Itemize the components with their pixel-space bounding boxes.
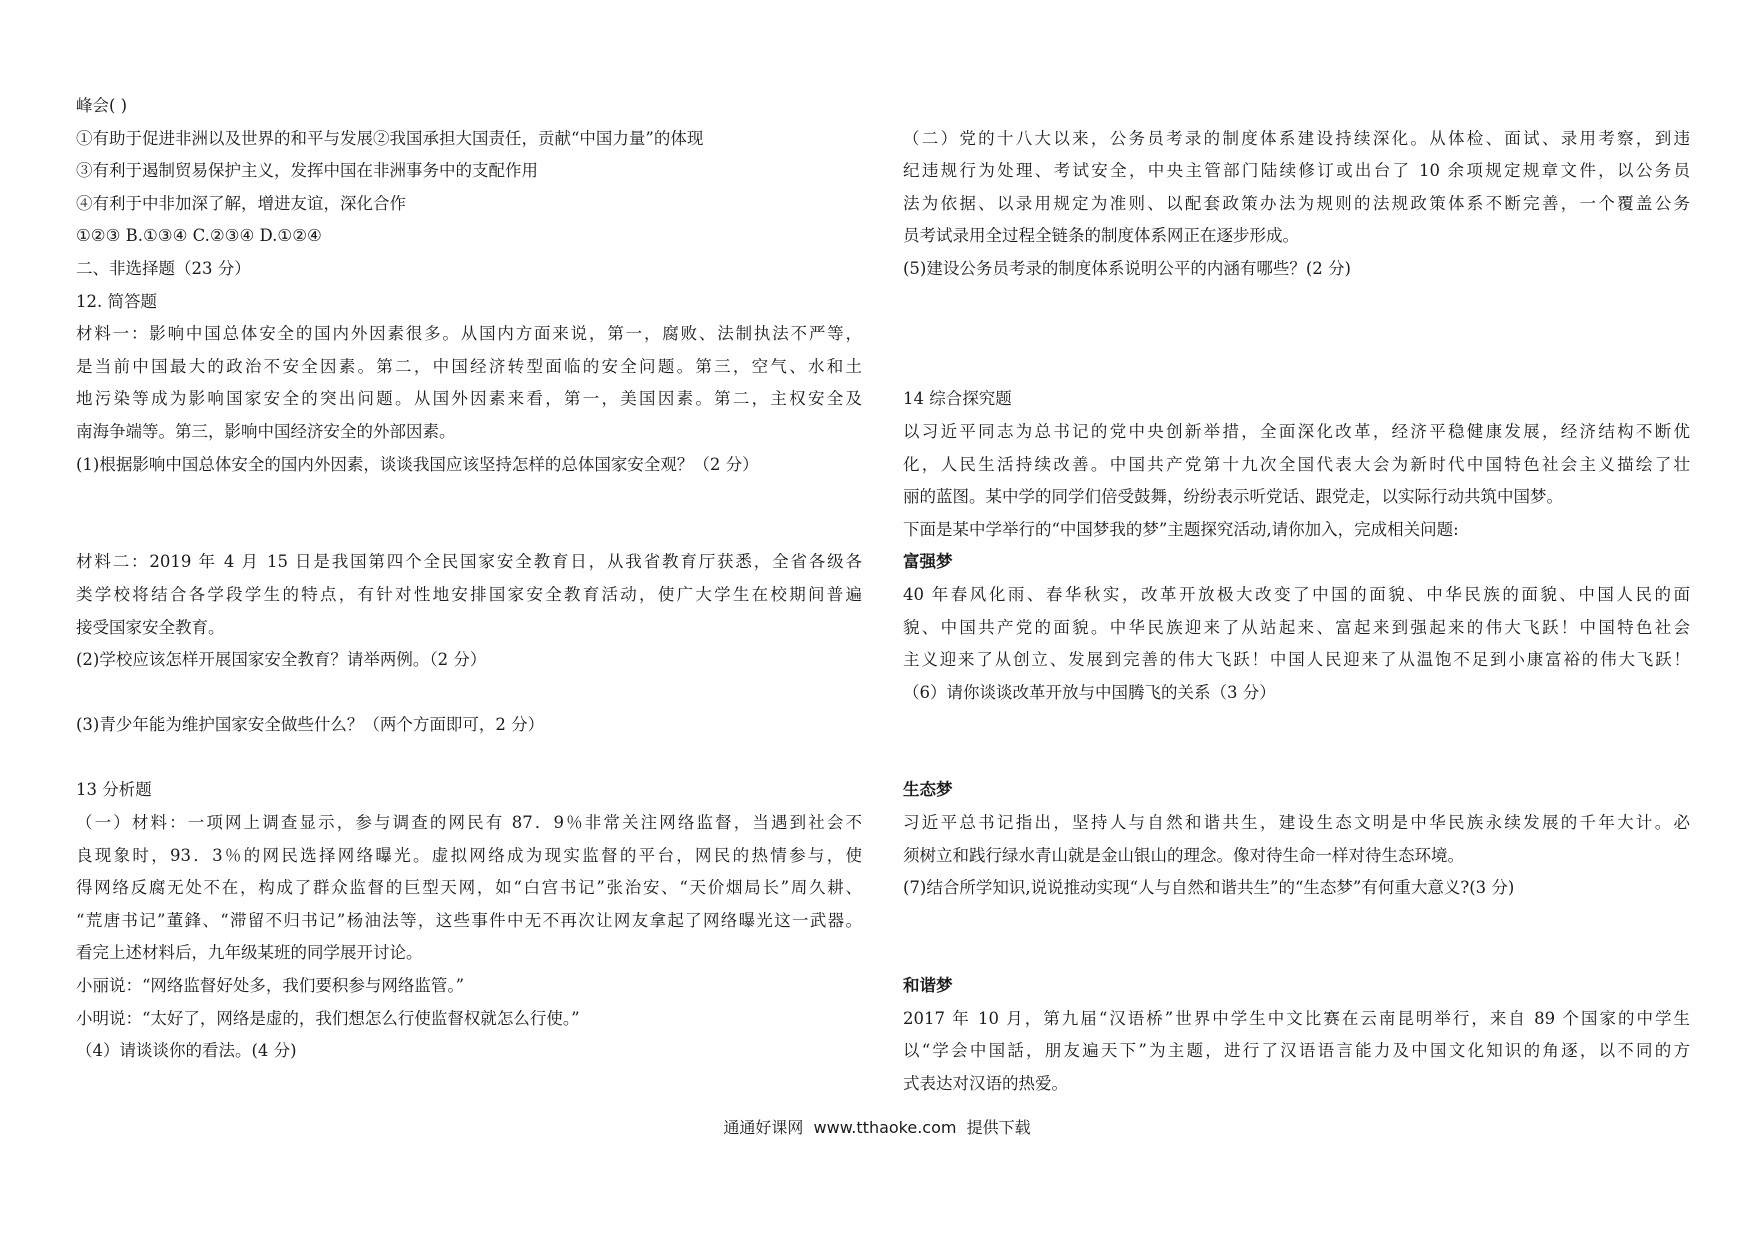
q11-option-1: ①有助于促进非洲以及世界的和平与发展②我国承担大国责任，贡献“中国力量”的体现 [76,128,704,148]
q14-intro-line: 化，人民生活持续改善。中国共产党第十九次全国代表大会为新时代中国特色社会主义描绘了壮 [903,454,1690,474]
q13-material-line: （一）材料：一项网上调查显示，参与调查的网民有 87．9％非常关注网络监督，当遇到社会不 [76,813,862,833]
material-1-line: 材料一：影响中国总体安全的国内外因素很多。从国内方面来说，第一，腐败、法制执法不严等， [76,324,862,344]
top-space [903,90,1690,123]
question-1: (1)根据影响中国总体安全的国内外因素，谈谈我国应该坚持怎样的总体国家安全观？（2 分） [76,454,759,474]
answer-space [903,709,1690,774]
q11-choices: ①②③ B.①③④ C.②③④ D.①②④ [76,226,322,246]
q11-tail: 峰会( ) [76,96,128,115]
section-2-heading: 二、非选择题（23 分） [76,258,251,278]
question-7: (7)结合所学知识,说说推动实现“人与自然和谐共生”的“生态梦”有何重大意义?(3 分) [903,878,1515,898]
dream-3-line: 式表达对汉语的热爱。 [903,1073,1068,1093]
q14-title: 14 综合探究题 [903,389,1012,409]
material-2-line: 类学校将结合各学段学生的特点，有针对性地安排国家安全教育活动，使广大学生在校期间普遍 [76,584,862,604]
xiaoli-statement: 小丽说：“网络监督好处多，我们要积参与网络监管。” [76,976,465,996]
part-2-line: （二）党的十八大以来，公务员考录的制度体系建设持续深化。从体检、面试、录用考察，到违 [903,128,1690,148]
right-column [903,90,1690,1100]
part-2-line: 员考试录用全过程全链条的制度体系网正在逐步形成。 [903,226,1299,246]
answer-space [76,742,862,775]
activity-intro: 下面是某中学举行的“中国梦我的梦”主题探究活动,请你加入，完成相关问题: [903,519,1459,539]
q13-title: 13 分析题 [76,780,152,800]
material-1-line: 南海争端等。第三，影响中国经济安全的外部因素。 [76,421,456,441]
answer-space [76,481,862,546]
q13-material-line: 良现象时，93．3％的网民选择网络曝光。虚拟网络成为现实监督的平台，网民的热情参与，使 [76,845,862,865]
dream-2-heading: 生态梦 [903,780,953,800]
question-5: (5)建设公务员考录的制度体系说明公平的内涵有哪些？(2 分) [903,258,1351,278]
dream-3-heading: 和谐梦 [903,976,953,996]
question-2: (2)学校应该怎样开展国家安全教育？请举两例。（2 分） [76,650,487,670]
dream-3-line: 以“学会中国話，朋友遍天下”为主题，进行了汉语语言能力及中国文化知识的角逐，以不同的方 [903,1041,1690,1061]
q13-material-line: 得网络反腐无处不在，构成了群众监督的巨型天网，如“白宫书记”张治安、“天价烟局长”周久耕、 [76,878,862,898]
dream-1-line: 40 年春风化雨、春华秋实，改革开放极大改变了中国的面貌、中华民族的面貌、中国人民的面 [903,584,1690,604]
dream-2-line: 习近平总书记指出，坚持人与自然和谐共生，建设生态文明是中华民族永续发展的千年大计。必 [903,813,1690,833]
q13-material-line: “荒唐书记”董鋒、“滞留不归书记”杨油法等，这些事件中无不再次让网友拿起了网络曝光这一武器。 [76,910,862,930]
q14-intro-line: 丽的蓝图。某中学的同学们倍受鼓舞，纷纷表示听党话、跟党走，以实际行动共筑中国梦。 [903,487,1563,507]
material-2-line: 接受国家安全教育。 [76,617,225,637]
answer-space [903,286,1690,384]
xiaoming-statement: 小明说：“太好了，网络是虚的，我们想怎么行使监督权就怎么行使。” [76,1008,580,1028]
q11-option-3: ③有利于遏制贸易保护主义，发挥中国在非洲事务中的支配作用 [76,161,538,181]
part-2-line: 法为依据、以录用规定为准则、以配套政策办法为规则的法规政策体系不断完善，一个覆盖公务 [903,193,1690,213]
material-2-line: 材料二：2019 年 4 月 15 日是我国第四个全民国家安全教育日，从我省教育厅获悉，全省各级各 [76,552,862,572]
part-2-line: 纪违规行为处理、考试安全，中央主管部门陆续修订或出台了 10 余项规定规章文件，以公务员 [903,161,1690,181]
dream-1-heading: 富强梦 [903,552,953,572]
page-footer [0,1116,1754,1140]
question-3: (3)青少年能为维护国家安全做些什么？（两个方面即可，2 分） [76,715,545,735]
dream-1-line: 貌、中国共产党的面貌。中华民族迎来了从站起来、富起来到强起来的伟大飞跃！中国特色社会 [903,617,1690,637]
answer-space [76,677,862,710]
left-column [76,90,862,1068]
q12-title: 12. 简答题 [76,291,157,311]
question-4: （4）请谈谈你的看法。(4 分) [76,1041,297,1061]
material-1-line: 是当前中国最大的政治不安全因素。第二，中国经济转型面临的安全问题。第三，空气、水和土 [76,356,862,376]
dream-1-line: 主义迎来了从创立、发展到完善的伟大飞跃！中国人民迎来了从温饱不足到小康富裕的伟大飞跃！ [903,650,1690,670]
dream-2-line: 须树立和践行绿水青山就是金山银山的理念。像对待生命一样对待生态环境。 [903,845,1464,865]
footer-site-url[interactable]: www.tthaoke.com [813,1118,957,1137]
footer-site-name: 通通好课网 [723,1118,804,1137]
dream-3-line: 2017 年 10 月，第九届“汉语桥”世界中学生中文比赛在云南昆明举行，来自 89 个国家的中学生 [903,1008,1690,1028]
answer-space [903,905,1690,970]
q13-material-line: 看完上述材料后，九年级某班的同学展开讨论。 [76,943,423,963]
material-1-line: 地污染等成为影响国家安全的突出问题。从国外因素来看，第一，美国因素。第二，主权安全及 [76,389,862,409]
footer-tagline: 提供下载 [966,1118,1031,1137]
question-6: （6）请你谈谈改革开放与中国腾飞的关系（3 分） [903,682,1276,702]
q14-intro-line: 以习近平同志为总书记的党中央创新举措，全面深化改革，经济平稳健康发展，经济结构不断优 [903,421,1690,441]
q11-option-4: ④有利于中非加深了解，增进友谊，深化合作 [76,193,406,213]
